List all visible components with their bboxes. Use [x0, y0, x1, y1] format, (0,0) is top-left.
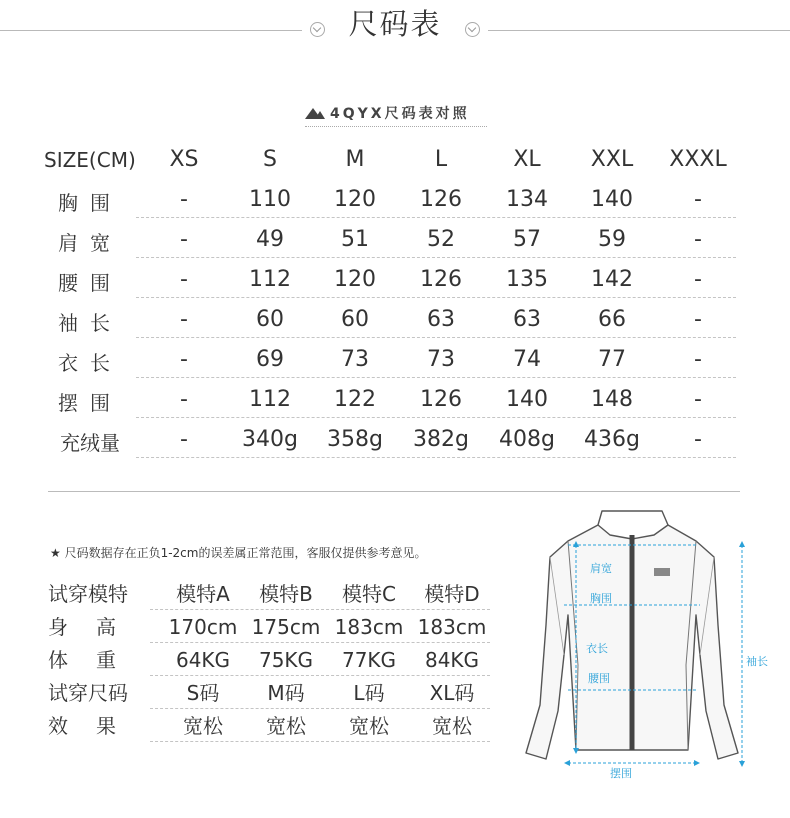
- table-cell: 73: [427, 347, 455, 372]
- table-cell: 183cm: [417, 615, 487, 639]
- table-cell: 宽松: [349, 714, 389, 738]
- table-cell: -: [694, 387, 702, 412]
- table-cell: 60: [341, 307, 369, 332]
- diagram-label-sleeve: 袖长: [746, 655, 768, 668]
- table-cell: 126: [420, 387, 462, 412]
- table-cell: 408g: [499, 427, 555, 452]
- diagram-label-length: 衣长: [586, 642, 608, 655]
- table-cell: -: [180, 347, 188, 372]
- header-cell: XS: [169, 147, 199, 172]
- table-cell: 126: [420, 187, 462, 212]
- table-cell: 73: [341, 347, 369, 372]
- subtitle-underline: [305, 126, 487, 127]
- row-label: 效果: [48, 714, 144, 738]
- table-cell: 64KG: [175, 648, 231, 672]
- header-cell: L: [434, 147, 448, 172]
- table-cell: XL码: [429, 681, 475, 705]
- table-cell: 60: [256, 307, 284, 332]
- table-cell: -: [180, 227, 188, 252]
- row-divider: [150, 609, 490, 610]
- row-divider: [136, 297, 736, 298]
- table-cell: 135: [506, 267, 548, 292]
- table-cell: 112: [249, 267, 291, 292]
- table-cell: 模特B: [259, 582, 313, 606]
- table-cell: -: [180, 387, 188, 412]
- jacket-diagram: [506, 505, 790, 785]
- row-label: 衣长: [58, 351, 122, 375]
- table-cell: 宽松: [183, 714, 223, 738]
- row-divider: [136, 377, 736, 378]
- table-cell: 112: [249, 387, 291, 412]
- size-chart-subtitle: 4QYX尺码表对照: [330, 106, 470, 122]
- table-cell: 52: [427, 227, 455, 252]
- table-row: [48, 644, 498, 677]
- row-label: 腰围: [58, 271, 122, 295]
- diagram-label-hem: 摆围: [610, 767, 632, 780]
- table-row: [48, 578, 498, 611]
- table-cell: 134: [506, 187, 548, 212]
- row-divider: [136, 337, 736, 338]
- table-cell: 170cm: [168, 615, 238, 639]
- table-cell: -: [694, 227, 702, 252]
- table-cell: 63: [427, 307, 455, 332]
- table-row: [44, 300, 736, 340]
- row-divider: [150, 741, 490, 742]
- table-cell: 75KG: [258, 648, 314, 672]
- table-cell: 69: [256, 347, 284, 372]
- row-divider: [136, 457, 736, 458]
- table-cell: 120: [334, 267, 376, 292]
- page-title: 尺码表: [348, 7, 442, 41]
- table-cell: 74: [513, 347, 541, 372]
- table-cell: 51: [341, 227, 369, 252]
- table-cell: 66: [598, 307, 626, 332]
- table-cell: 57: [513, 227, 541, 252]
- section-divider: [48, 491, 740, 492]
- size-note: ★ 尺码数据存在正负1-2cm的误差属正常范围，客服仅提供参考意见。: [50, 546, 427, 560]
- table-cell: 84KG: [424, 648, 480, 672]
- table-cell: -: [694, 307, 702, 332]
- table-row: [44, 420, 736, 460]
- row-divider: [136, 257, 736, 258]
- table-row: [48, 677, 498, 710]
- table-cell: S码: [186, 681, 220, 705]
- row-label: 试穿模特: [48, 582, 128, 606]
- table-cell: -: [180, 427, 188, 452]
- table-cell: 436g: [584, 427, 640, 452]
- row-divider: [150, 642, 490, 643]
- table-cell: 148: [591, 387, 633, 412]
- table-cell: 140: [591, 187, 633, 212]
- table-cell: 358g: [327, 427, 383, 452]
- table-cell: 49: [256, 227, 284, 252]
- table-cell: 340g: [242, 427, 298, 452]
- table-row: [44, 260, 736, 300]
- chevron-down-icon-right: [465, 22, 480, 37]
- table-cell: 110: [249, 187, 291, 212]
- diagram-label-shoulder: 肩宽: [590, 562, 612, 575]
- header-rule-right: [488, 30, 790, 31]
- header-cell: S: [263, 147, 277, 172]
- table-cell: 382g: [413, 427, 469, 452]
- row-divider: [150, 675, 490, 676]
- table-cell: 宽松: [432, 714, 472, 738]
- table-cell: 126: [420, 267, 462, 292]
- header-cell: XL: [513, 147, 541, 172]
- row-label: 胸围: [58, 191, 122, 215]
- table-cell: 59: [598, 227, 626, 252]
- table-cell: 175cm: [251, 615, 321, 639]
- table-cell: -: [694, 347, 702, 372]
- row-label: 身高: [48, 615, 144, 639]
- diagram-label-waist: 腰围: [588, 672, 610, 685]
- size-table-header: [44, 140, 736, 180]
- table-cell: -: [180, 307, 188, 332]
- table-cell: M码: [267, 681, 305, 705]
- table-cell: -: [180, 187, 188, 212]
- table-cell: 63: [513, 307, 541, 332]
- row-divider: [136, 417, 736, 418]
- table-cell: 120: [334, 187, 376, 212]
- model-table: [48, 578, 498, 743]
- size-table: [44, 140, 736, 460]
- table-cell: -: [180, 267, 188, 292]
- table-cell: 77: [598, 347, 626, 372]
- table-cell: 模特C: [342, 582, 396, 606]
- table-cell: -: [694, 187, 702, 212]
- table-cell: 122: [334, 387, 376, 412]
- table-row: [44, 220, 736, 260]
- row-divider: [150, 708, 490, 709]
- table-row: [48, 710, 498, 743]
- table-cell: 183cm: [334, 615, 404, 639]
- row-label: 肩宽: [58, 231, 122, 255]
- table-row: [44, 380, 736, 420]
- row-label: 摆围: [58, 391, 122, 415]
- table-cell: -: [694, 427, 702, 452]
- row-label: 袖长: [58, 311, 122, 335]
- header-cell: XXL: [590, 147, 634, 172]
- header-cell: XXXL: [669, 147, 727, 172]
- table-cell: 模特A: [176, 582, 230, 606]
- table-cell: L码: [353, 681, 385, 705]
- header-cell-size-cm: SIZE(CM): [44, 148, 136, 172]
- row-label: 试穿尺码: [48, 681, 128, 705]
- brand-logo: [654, 568, 670, 576]
- table-cell: 77KG: [341, 648, 397, 672]
- header-cell: M: [345, 147, 365, 172]
- row-divider: [136, 217, 736, 218]
- row-label: 充绒量: [60, 431, 120, 455]
- mountain-icon-peak: [315, 111, 325, 119]
- table-cell: 模特D: [424, 582, 480, 606]
- table-cell: -: [694, 267, 702, 292]
- table-row: [48, 611, 498, 644]
- table-row: [44, 180, 736, 220]
- row-label: 体重: [48, 648, 144, 672]
- diagram-label-chest: 胸围: [590, 592, 612, 605]
- table-row: [44, 340, 736, 380]
- table-cell: 宽松: [266, 714, 306, 738]
- table-cell: 142: [591, 267, 633, 292]
- table-cell: 140: [506, 387, 548, 412]
